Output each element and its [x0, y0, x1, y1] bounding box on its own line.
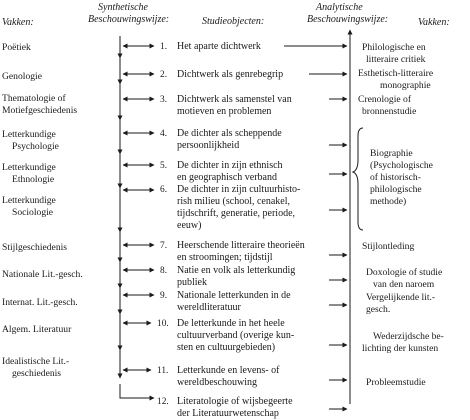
object-number: 5. [160, 161, 168, 171]
right-label-stijlontleding: Stijlontleding [362, 241, 415, 252]
left-label-thematologie-2: Motiefgeschiedenis [2, 105, 78, 116]
header-synthetic-line-2: Beschouwingswijze: [88, 14, 170, 25]
right-label-biographie-5: methode) [370, 196, 407, 207]
object-number: 2. [160, 70, 168, 80]
header-analytic-line-2: Beschouwingswijze: [307, 14, 389, 25]
object-line: en stroomingen; tijdstijl [177, 252, 273, 263]
object-number: 4. [160, 129, 168, 139]
object-number: 7. [160, 241, 168, 251]
header-vakken-right: Vakken: [418, 17, 450, 28]
right-label-philologische-1: Philologische en [362, 42, 426, 53]
right-label-vergelijkende-1: Vergelijkende lit.- [366, 292, 436, 303]
object-number: 8. [160, 266, 168, 276]
right-label-esthetisch-1: Esthetisch-litteraire [358, 68, 434, 79]
right-label-doxologie-1: Doxologie of studie [366, 267, 443, 278]
object-line: Dichtwerk als genrebegrip [177, 69, 284, 80]
object-line: De dichter in zijn ethnisch [177, 160, 283, 171]
object-line: eeuw) [177, 220, 202, 231]
right-label-wederzijdsche-2: lichting der kunsten [362, 343, 439, 354]
object-line: der Literatuurwetenschap [177, 408, 279, 419]
object-number: 3. [160, 95, 168, 105]
header-vakken-left: Vakken: [2, 17, 34, 28]
right-label-biographie-1: Biographie [370, 148, 413, 159]
object-line: sten en cultuurgebieden) [177, 342, 276, 353]
right-label-wederzijdsche-1: Wederzijdsche be- [373, 331, 444, 342]
left-label-sociologie-1: Letterkundige [2, 195, 56, 206]
left-label-algemene: Algem. Literatuur [2, 324, 72, 335]
object-line: publiek [177, 277, 207, 288]
object-line: wereldliteratuur [177, 302, 241, 313]
object-line: Heerschende litteraire theorieën [177, 240, 305, 251]
object-number: 10. [157, 319, 169, 329]
left-label-stijlgeschiedenis: Stijlgeschiedenis [2, 242, 68, 253]
object-line: Dichtwerk als samenstel van [177, 94, 292, 105]
biographie-brace [353, 128, 363, 230]
header-analytic-line-1: Analytische [316, 2, 363, 13]
object-line: rish milieu (school, cenakel, [177, 196, 291, 207]
object-line: De dichter als scheppende [177, 128, 282, 139]
left-label-idealistische-2: geschiedenis [12, 368, 62, 379]
right-label-crenologie-1: Crenologie of [358, 94, 412, 105]
header-synthetic-line-1: Synthetische [98, 2, 148, 13]
object-number: 12. [157, 397, 169, 407]
left-label-thematologie-1: Thematologie of [2, 93, 66, 104]
object-line: De dichter in zijn cultuurhisto- [177, 184, 301, 195]
right-label-vergelijkende-2: gesch. [366, 304, 391, 315]
object-line: Het aparte dichtwerk [177, 41, 261, 52]
bottom-bracket-line [120, 384, 154, 398]
right-label-probleemstudie: Probleemstudie [366, 377, 426, 388]
object-line: tijdschrift, generatie, periode, [177, 208, 296, 219]
left-label-genologie: Genologie [2, 71, 42, 82]
left-label-sociologie-2: Sociologie [12, 207, 54, 218]
object-line: De letterkunde in het heele [177, 318, 285, 329]
left-label-ethnologie-1: Letterkundige [2, 162, 56, 173]
left-label-psychologie-1: Letterkundige [2, 129, 56, 140]
object-number: 1. [160, 42, 168, 52]
object-line: motieven en problemen [177, 106, 272, 117]
object-line: Nationale letterkunden in de [177, 290, 291, 301]
object-line: wereldbeschouwing [177, 377, 257, 388]
right-label-biographie-2: (Psychologische [370, 160, 433, 171]
object-number: 6. [160, 185, 168, 195]
object-number: 11. [157, 366, 169, 376]
right-label-esthetisch-2: monographie [380, 80, 431, 91]
object-line: persoonlijkheid [177, 140, 240, 151]
object-line: cultuurverband (overige kun- [177, 330, 295, 341]
object-line: en geographisch verband [177, 172, 277, 183]
right-label-biographie-4: philologische [370, 184, 422, 195]
right-label-doxologie-2: van den naroem [373, 279, 435, 290]
header-studieobjecten: Studieobjecten: [202, 16, 265, 27]
right-label-crenologie-2: bronnenstudie [362, 106, 417, 117]
object-line: Natie en volk als letterkundig [177, 265, 296, 276]
left-label-idealistische-1: Idealistische Lit.- [2, 356, 70, 367]
left-label-internationale: Internat. Lit.-gesch. [2, 297, 78, 308]
right-label-biographie-3: of historisch- [370, 172, 421, 183]
left-label-psychologie-2: Psychologie [12, 141, 59, 152]
left-label-nationale: Nationale Lit.-gesch. [2, 269, 83, 280]
left-label-ethnologie-2: Ethnologie [12, 174, 55, 185]
right-label-philologische-2: litteraire critiek [366, 54, 426, 65]
object-number: 9. [160, 291, 168, 301]
left-label-poetiek: Poëtiek [2, 42, 31, 53]
object-line: Literatologie of wijsbegeerte [177, 396, 293, 407]
object-line: Letterkunde en levens- of [177, 365, 280, 376]
